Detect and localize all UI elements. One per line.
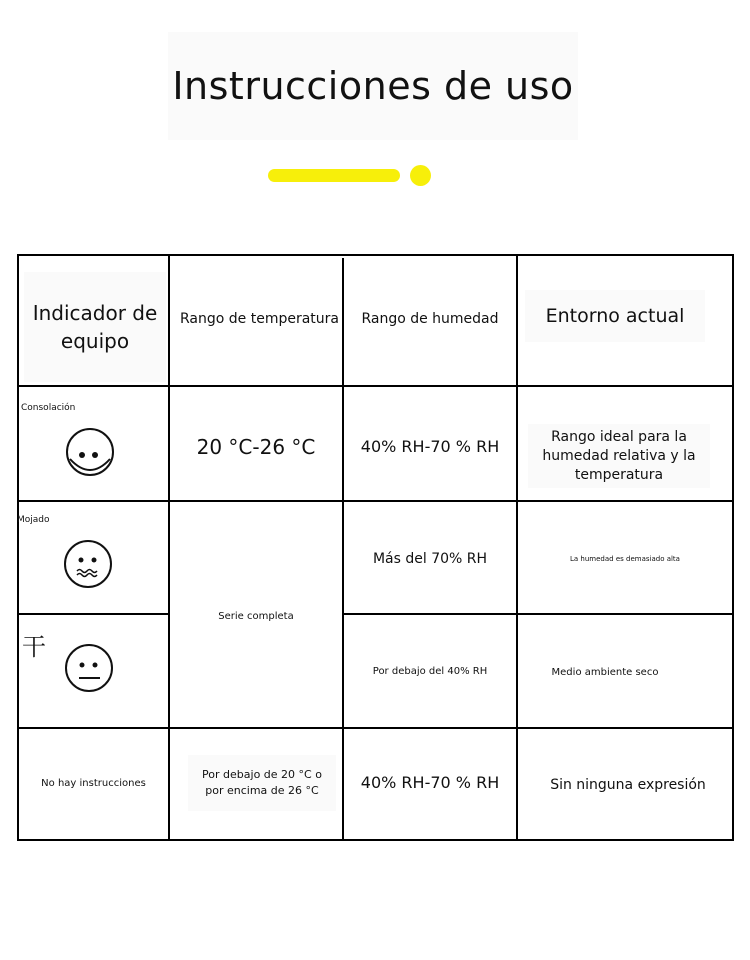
row-label-mojado: Mojado: [17, 515, 50, 525]
row1-humidity: 40% RH-70 % RH: [360, 436, 500, 456]
row4-temperature: Por debajo de 20 °C o por encima de 26 °C: [188, 755, 336, 811]
row2-environment: La humedad es demasiado alta: [570, 555, 680, 563]
row4-humidity: 40% RH-70 % RH: [360, 772, 500, 792]
table-line-row2-bottom-right: [343, 613, 734, 615]
smiling-face-icon: [64, 427, 116, 479]
row1-temperature: 20 °C-26 °C: [196, 435, 316, 459]
table-line-col1: [168, 254, 170, 841]
header-temperature-range: Rango de temperatura: [180, 310, 339, 327]
table-line-row2-bottom-left: [17, 613, 169, 615]
row4-environment: Sin ninguna expresión: [550, 776, 706, 793]
row2-humidity: Más del 70% RH: [372, 550, 488, 567]
row2-temperature: Serie completa: [218, 610, 294, 622]
header-humidity-range: Rango de humedad: [361, 310, 499, 327]
row-label-consolacion: Consolación: [21, 403, 76, 413]
table-line-bottom: [17, 839, 734, 841]
row1-environment: Rango ideal para la humedad relativa y la temperatura: [528, 424, 710, 488]
neutral-face-icon: [63, 643, 115, 695]
row3-environment: Medio ambiente seco: [551, 666, 659, 678]
table-line-row1-bottom: [17, 500, 734, 502]
row-label-dry: 干: [22, 633, 46, 661]
table-line-top: [17, 254, 734, 256]
table-line-right: [732, 254, 734, 841]
header-current-environment: Entorno actual: [525, 290, 705, 342]
page-title: Instrucciones de uso: [168, 32, 578, 140]
wavy-mouth-face-icon: [62, 538, 114, 590]
table-line-left: [17, 254, 19, 841]
header-device-indicator: Indicador de equipo: [24, 272, 166, 382]
row3-humidity: Por debajo del 40% RH: [372, 665, 488, 677]
table-line-row3-bottom: [17, 727, 734, 729]
table-line-col3: [516, 254, 518, 841]
table-line-header-bottom: [17, 385, 734, 387]
row4-label: No hay instrucciones: [41, 777, 146, 789]
